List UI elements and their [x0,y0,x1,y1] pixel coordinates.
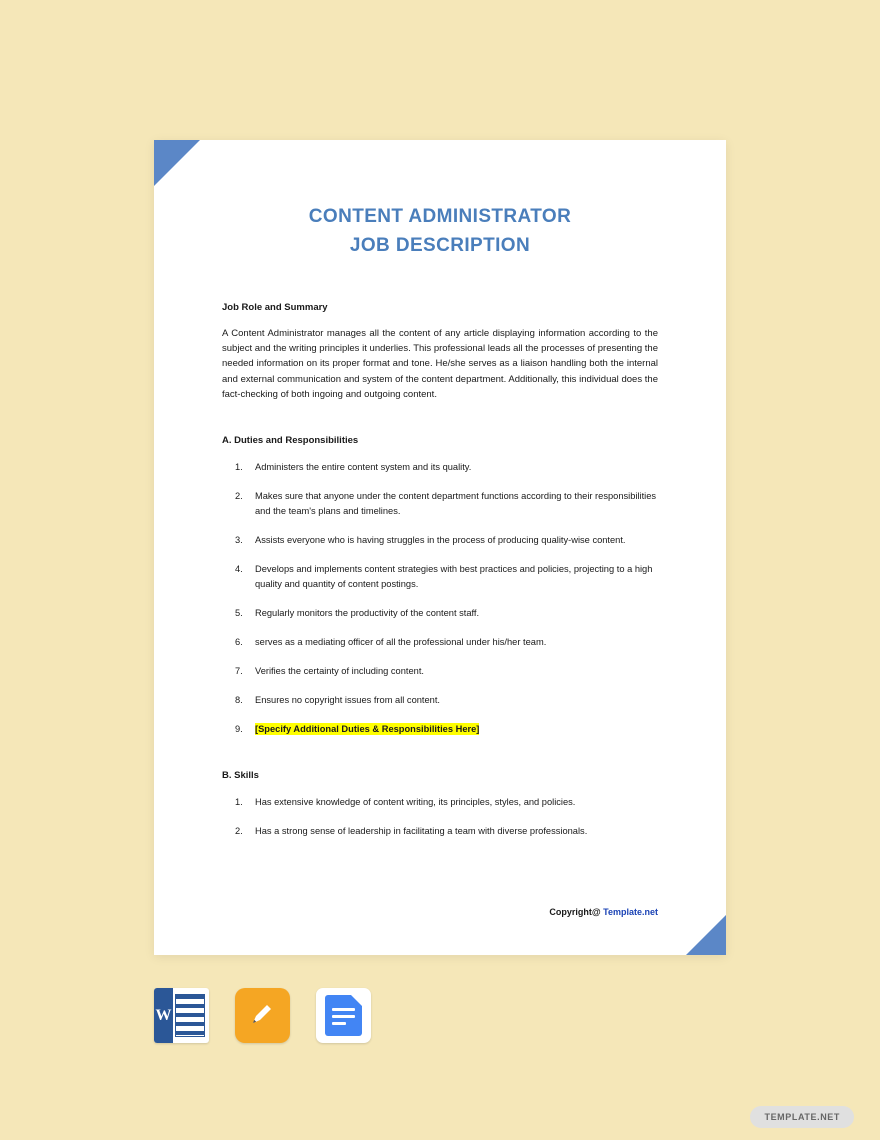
file-format-icons [154,988,371,1045]
watermark-badge: TEMPLATE.NET [750,1106,854,1128]
list-item [222,824,658,839]
list-item [222,795,658,810]
google-docs-line-icon [332,1022,346,1025]
list-item-text: Develops and implements content strategies with best practices and policies, projecting to a high quality and quantity of content postings. [255,564,653,590]
list-item [222,722,658,737]
list-item-number: 6. [235,637,243,648]
skills-heading: B. Skills [222,770,259,782]
list-item-text: Has extensive knowledge of content writing, its principles, styles, and policies. [255,797,576,808]
list-item-number: 1. [235,462,243,473]
list-item-number: 2. [235,491,243,502]
list-item [222,489,658,519]
list-item-number: 1. [235,797,243,808]
list-item [222,664,658,679]
google-docs-line-icon [332,1015,355,1018]
list-item-number: 7. [235,666,243,677]
summary-paragraph: A Content Administrator manages all the content of any article displaying information according to the subject and the writing principles it underlies. This professional leads all the processes of presenting the needed information on its proper format and tone. He/she serves as a liaison handling both the internal and external communication and system of the content department. Additionally, this individual does the fact-checking of both ingoing and outgoing content. [222,328,658,400]
copyright-notice [549,907,658,917]
document-page [154,140,726,955]
list-item-number: 3. [235,535,243,546]
page-title-line-1: CONTENT ADMINISTRATOR [308,206,572,227]
list-item-number: 9. [235,724,243,735]
duties-list [222,460,658,737]
skills-list [222,795,658,839]
list-item [222,606,658,621]
list-item-text: serves as a mediating officer of all the professional under his/her team. [255,637,547,648]
word-letter-icon: W [154,988,173,1043]
word-file-icon[interactable] [154,988,209,1045]
summary-heading: Job Role and Summary [222,302,328,313]
list-item-number: 5. [235,608,243,619]
list-item-text: Regularly monitors the productivity of the content staff. [255,608,480,619]
word-document-lines-icon [175,994,205,1037]
list-item-text: Administers the entire content system and its quality. [255,462,472,473]
page-title [222,202,658,260]
copyright-prefix: Copyright@ [549,907,604,917]
duties-heading: A. Duties and Responsibilities [222,435,359,447]
document-content [154,140,726,955]
template-net-link[interactable]: Template.net [603,907,658,917]
list-item [222,693,658,708]
google-docs-file-icon[interactable] [316,988,371,1045]
list-item [222,460,658,475]
pen-icon [250,1002,274,1026]
page-title-line-2: JOB DESCRIPTION [349,235,531,256]
list-item-number: 2. [235,826,243,837]
list-item [222,562,658,592]
list-item-text: Has a strong sense of leadership in facilitating a team with diverse professionals. [255,826,588,837]
list-item-text: Makes sure that anyone under the content department functions according to their responsibilities and the team's plans and timelines. [255,491,657,517]
list-item-number: 4. [235,564,243,575]
google-docs-fold-icon [351,995,362,1006]
placeholder-highlight-text[interactable]: [Specify Additional Duties & Responsibilities Here] [255,724,480,735]
google-docs-line-icon [332,1008,355,1011]
list-item-text: Ensures no copyright issues from all content. [255,695,440,706]
list-item-number: 8. [235,695,243,706]
pages-file-icon[interactable] [235,988,290,1045]
list-item-text: Verifies the certainty of including content. [255,666,424,677]
document-page-wrapper [154,140,726,955]
list-item [222,533,658,548]
list-item-text: Assists everyone who is having struggles in the process of producing quality-wise content. [255,535,626,546]
list-item [222,635,658,650]
